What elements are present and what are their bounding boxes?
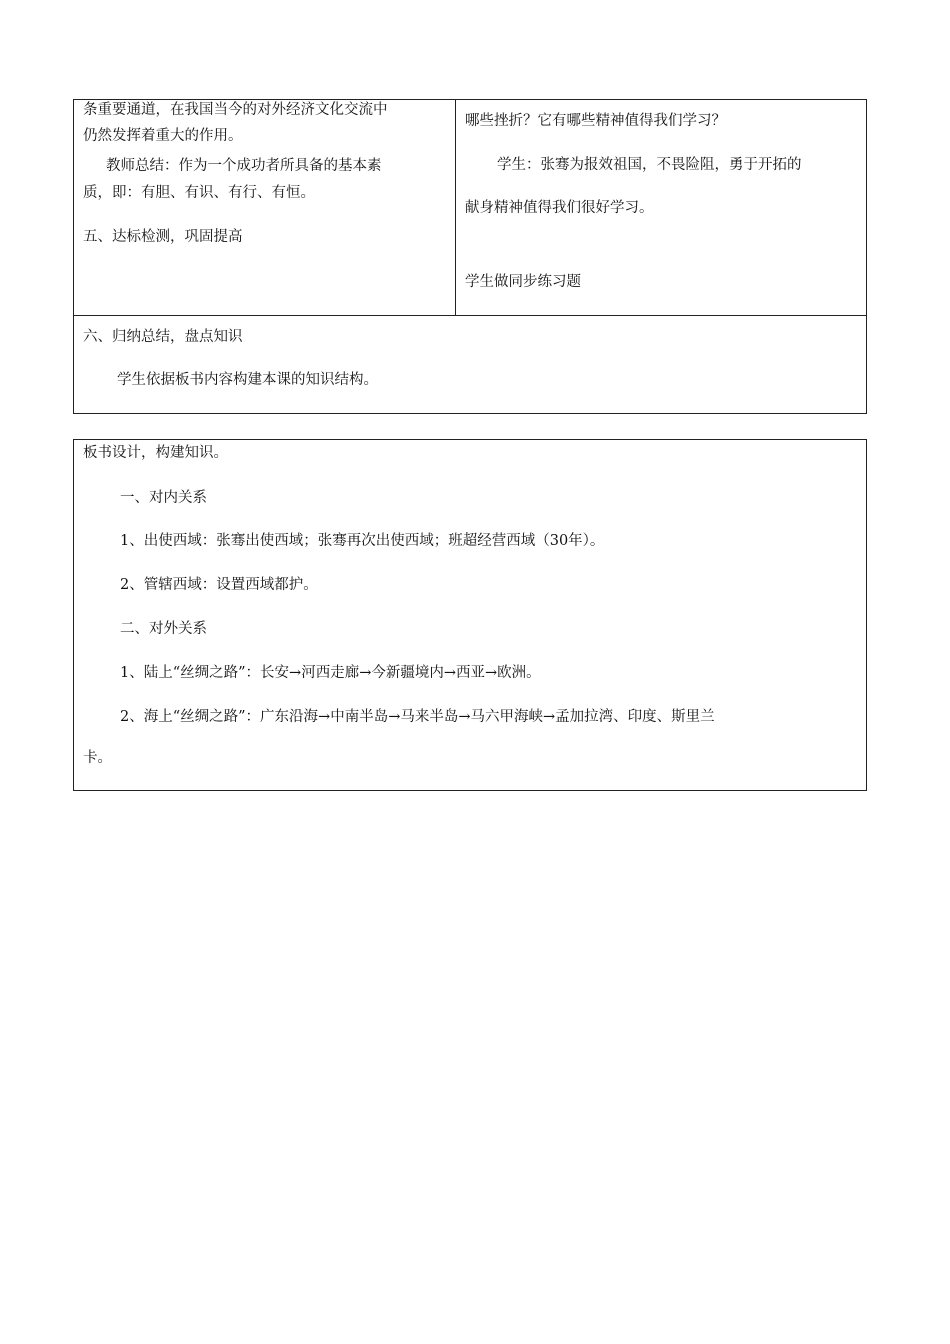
student-answer-cont: 献身精神值得我们很好学习。 bbox=[465, 200, 654, 216]
student-answer: 学生：张骞为报效祖国，不畏险阻，勇于开拓的 bbox=[497, 157, 802, 173]
summary-text: 学生依据板书内容构建本课的知识结构。 bbox=[117, 372, 378, 388]
teacher-text-line: 条重要通道，在我国当今的对外经济文化交流中 bbox=[83, 102, 388, 118]
section-heading-5: 五、达标检测，巩固提高 bbox=[83, 229, 243, 245]
item-governance: 2、管辖西域：设置西域都护。 bbox=[120, 577, 318, 593]
section-external: 二、对外关系 bbox=[120, 621, 207, 637]
item-sea-silk-road: 2、海上“丝绸之路”：广东沿海→中南半岛→马来半岛→马六甲海峡→孟加拉湾、印度、斯里兰 bbox=[120, 709, 715, 725]
teacher-summary: 教师总结：作为一个成功者所具备的基本素 bbox=[106, 158, 382, 174]
blackboard-title: 板书设计，构建知识。 bbox=[83, 445, 228, 461]
student-exercise: 学生做同步练习题 bbox=[465, 274, 581, 290]
table-row-divider bbox=[73, 315, 867, 316]
column-divider bbox=[455, 99, 456, 316]
item-envoy: 1、出使西域：张骞出使西域；张骞再次出使西域；班超经营西域（30年）。 bbox=[120, 533, 605, 549]
section-heading-6: 六、归纳总结，盘点知识 bbox=[83, 329, 243, 345]
section-internal: 一、对内关系 bbox=[120, 490, 207, 506]
item-land-silk-road: 1、陆上“丝绸之路”：长安→河西走廊→今新疆境内→西亚→欧洲。 bbox=[120, 665, 541, 681]
question-text: 哪些挫折？它有哪些精神值得我们学习？ bbox=[465, 113, 726, 129]
teacher-summary-cont: 质，即：有胆、有识、有行、有恒。 bbox=[83, 185, 315, 201]
lesson-table bbox=[73, 99, 867, 414]
teacher-text-line: 仍然发挥着重大的作用。 bbox=[83, 128, 243, 144]
item-sea-silk-road-cont: 卡。 bbox=[83, 750, 112, 766]
